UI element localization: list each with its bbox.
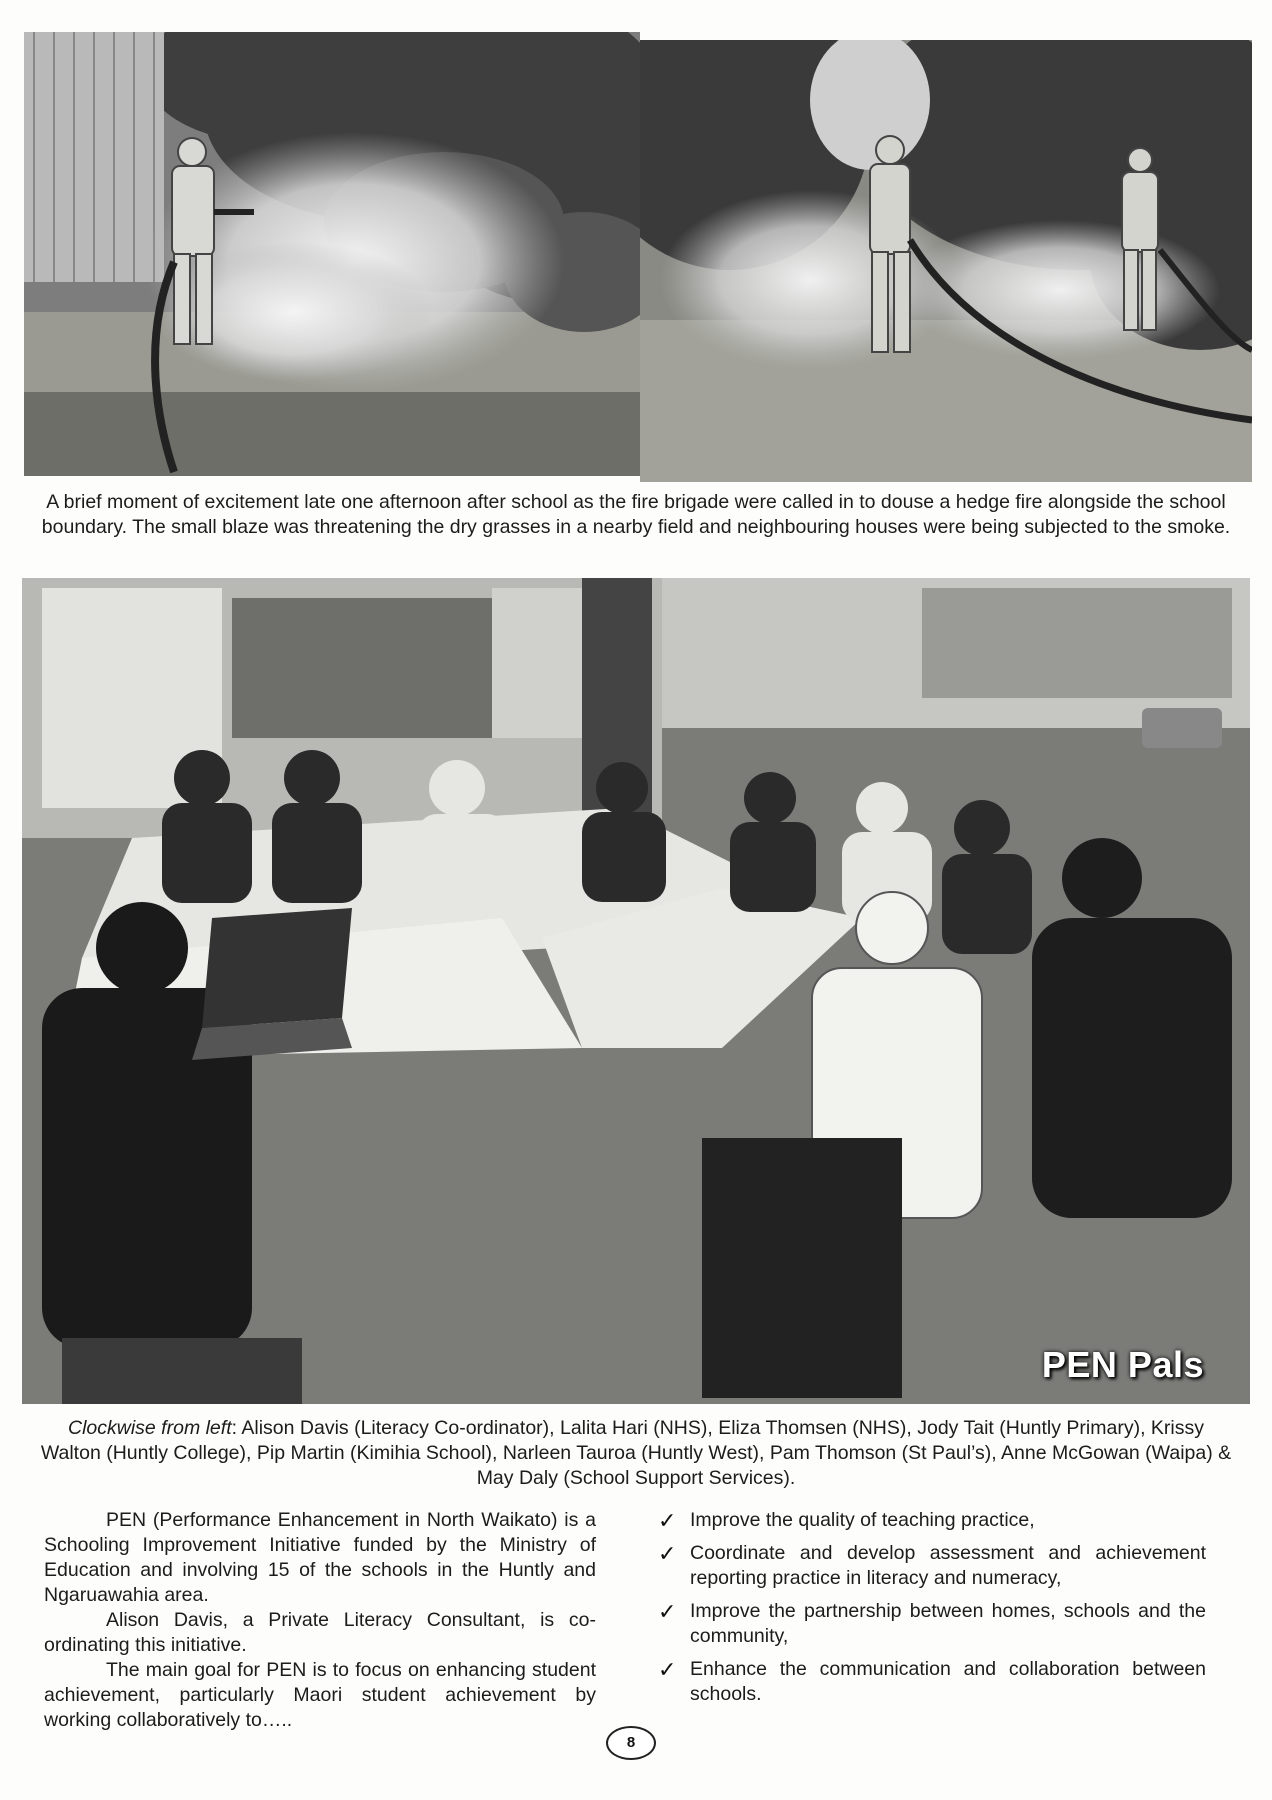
page-number: 8 — [606, 1726, 656, 1760]
goal-text: Enhance the communication and collaboration between schools. — [690, 1658, 1206, 1705]
check-icon: ✓ — [658, 1657, 677, 1682]
goal-text: Improve the partnership between homes, schools and the community, — [690, 1600, 1206, 1647]
paragraph-pen-intro: PEN (Performance Enhancement in North Waikato) is a Schooling Improvement Initiative funded by the Ministry of Education and involving 15 of the schools in the Huntly and Ngaruawahia area. — [44, 1509, 596, 1606]
pen-pals-title: PEN Pals — [1041, 1344, 1204, 1385]
goal-item — [658, 1508, 1206, 1533]
goal-text: Improve the quality of teaching practice, — [690, 1509, 1035, 1531]
caption-lead: Clockwise from left — [68, 1417, 232, 1439]
paragraph-coordinator: Alison Davis, a Private Literacy Consultant, is co-ordinating this initiative. — [44, 1609, 596, 1656]
meeting-photo-caption — [40, 1416, 1232, 1491]
check-icon: ✓ — [658, 1508, 677, 1533]
paragraph-main-goal: The main goal for PEN is to focus on enhancing student achievement, particularly Maori student achievement by working collaboratively to….. — [44, 1659, 596, 1731]
goals-list — [658, 1508, 1206, 1715]
goal-text: Coordinate and develop assessment and achievement reporting practice in literacy and numeracy, — [690, 1542, 1206, 1589]
fire-photo-caption: A brief moment of excitement late one afternoon after school as the fire brigade were called in to douse a hedge fire alongside the school boundary. The small blaze was threatening the dry grasses in a nearby field and neighbouring houses were being subjected to the smoke. — [41, 491, 1231, 538]
fire-photo-left — [24, 32, 640, 476]
check-icon: ✓ — [658, 1599, 677, 1624]
fire-photo-right — [640, 40, 1252, 482]
goal-item — [658, 1599, 1206, 1649]
goal-item — [658, 1541, 1206, 1591]
caption-names: : Alison Davis (Literacy Co-ordinator), Lalita Hari (NHS), Eliza Thomsen (NHS), Jody Tait (Huntly Primary), Krissy Walton (Huntly College), Pip Martin (Kimihia School), Narleen Tauroa (Huntly West), Pam Thomson (St Paul’s), Anne McGowan (Waipa) & May Daly (School Support Services). — [40, 1417, 1232, 1489]
meeting-photo — [22, 578, 1250, 1404]
article-left-column — [44, 1508, 596, 1733]
goal-item — [658, 1657, 1206, 1707]
check-icon: ✓ — [658, 1541, 677, 1566]
